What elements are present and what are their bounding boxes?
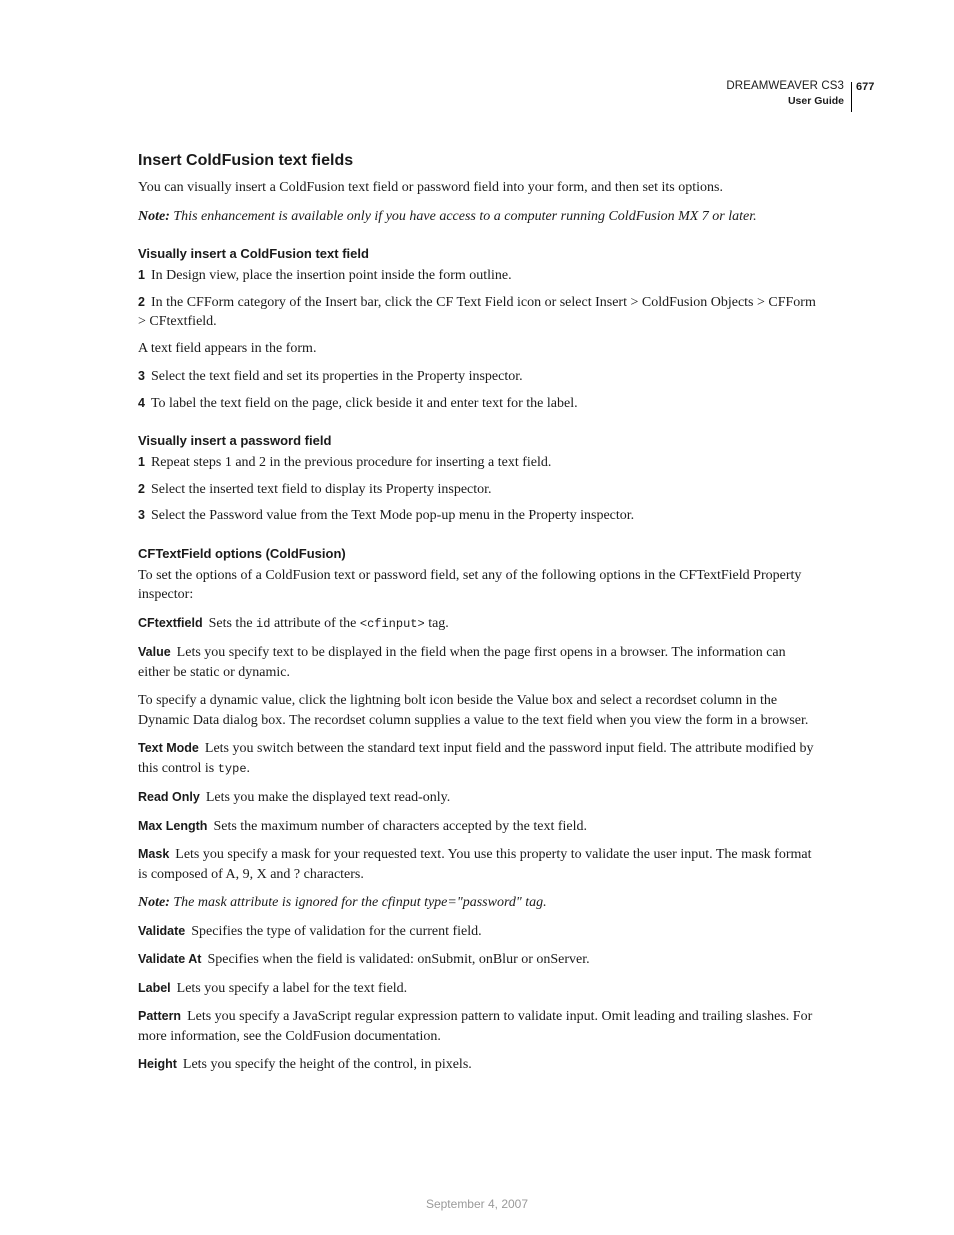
note-label: Note:: [138, 895, 170, 910]
step-number: 3: [138, 508, 145, 522]
option-term: Text Mode: [138, 741, 199, 755]
step-text: In the CFForm category of the Insert bar, click the CF Text Field icon or select Insert > ColdFusion Objects > CFForm > CFtextfield.: [138, 294, 816, 329]
option-text: Lets you make the displayed text read-only.: [205, 790, 451, 805]
heading-cftextfield-options: CFTextField options (ColdFusion): [138, 545, 346, 561]
option-term: Mask: [138, 847, 170, 861]
option-term: Label: [138, 980, 171, 995]
step-text: Select the inserted text field to display its Property inspector.: [150, 481, 492, 497]
step-item: [138, 480, 816, 500]
option-term: CFtextfield: [138, 615, 203, 630]
option-text: Lets you specify a label for the text field.: [176, 980, 408, 996]
note-text: The mask attribute is ignored for the cfinput type="password" tag.: [173, 895, 547, 910]
step-text: Select the text field and set its properties in the Property inspector.: [150, 369, 523, 384]
option-term: Pattern: [138, 1009, 182, 1023]
option-validate: [138, 922, 816, 942]
note-mask: [138, 893, 816, 913]
section-title: Insert ColdFusion text fields: [138, 152, 354, 169]
step-number: 1: [138, 455, 145, 469]
option-term: Height: [138, 1057, 177, 1071]
running-header: [726, 78, 875, 108]
step-number: 3: [138, 369, 145, 383]
option-term: Validate: [138, 923, 186, 938]
option-max-length: [138, 817, 816, 837]
option-text: Sets the: [208, 615, 257, 631]
option-value: [138, 643, 816, 682]
option-term: Value: [138, 645, 171, 659]
step-number: 4: [138, 395, 145, 410]
page-number: 677: [856, 81, 875, 93]
step-number: 2: [138, 294, 145, 309]
page-number-box: [851, 82, 886, 112]
option-pattern: [138, 1007, 816, 1046]
option-text: Specifies the type of validation for the current field.: [191, 923, 482, 939]
step-item: [138, 367, 816, 387]
option-text: tag.: [424, 615, 449, 631]
step-item: [138, 394, 816, 414]
option-text: Lets you specify a JavaScript regular expression pattern to validate input. Omit leading and trailing slashes. For more information, see the ColdFusion documentation.: [138, 1009, 813, 1044]
step-item: [138, 293, 816, 332]
step-text: Repeat steps 1 and 2 in the previous procedure for inserting a text field.: [150, 455, 552, 470]
dynamic-value-paragraph: To specify a dynamic value, click the lightning bolt icon beside the Value box and select a recordset column in the Dynamic Data dialog box. The recordset column supplies a value to the text field when you view the form in a browser.: [138, 693, 809, 728]
note-text: This enhancement is available only if you have access to a computer running ColdFusion MX 7 or later.: [173, 208, 757, 224]
option-term: Read Only: [138, 790, 200, 804]
footer-date: September 4, 2007: [425, 1197, 529, 1211]
product-name: DREAMWEAVER CS3: [726, 80, 844, 92]
guide-name: User Guide: [787, 95, 844, 107]
option-read-only: [138, 788, 816, 808]
option-mask: [138, 845, 816, 884]
heading-insert-password-field: Visually insert a password field: [138, 433, 332, 448]
step-text: Select the Password value from the Text Mode pop-up menu in the Property inspector.: [150, 508, 635, 523]
step-item: [138, 453, 816, 473]
page-content: [138, 150, 816, 1084]
option-validate-at: [138, 950, 816, 970]
options-intro: To set the options of a ColdFusion text or password field, set any of the following options in the CFTextField Property inspector:: [138, 567, 802, 602]
option-text: Lets you specify the height of the control, in pixels.: [182, 1057, 472, 1072]
code-type: type: [217, 761, 247, 776]
option-cftextfield: [138, 614, 816, 635]
option-term: Max Length: [138, 818, 208, 833]
option-text: Lets you specify text to be displayed in the field when the page first opens in a browser. The information can either be static or dynamic.: [138, 645, 786, 680]
option-text-mode: [138, 739, 816, 779]
code-id: id: [256, 616, 271, 631]
option-text: Sets the maximum number of characters accepted by the text field.: [213, 818, 588, 834]
note-label: Note:: [138, 208, 170, 224]
option-label: [138, 979, 816, 999]
option-text: Specifies when the field is validated: onSubmit, onBlur or onServer.: [207, 952, 590, 967]
step-text: To label the text field on the page, click beside it and enter text for the label.: [150, 395, 578, 411]
step-number: 1: [138, 268, 145, 282]
option-text: attribute of the: [270, 615, 360, 631]
step-item: [138, 266, 816, 286]
option-text: Lets you specify a mask for your requested text. You use this property to validate the user input. The mask format is composed of A, 9, X and ? characters.: [138, 847, 812, 882]
note-enhancement: [138, 207, 816, 227]
intro-paragraph: You can visually insert a ColdFusion text field or password field into your form, and then set its options.: [138, 180, 723, 195]
code-cfinput: <cfinput>: [359, 616, 425, 631]
step-number: 2: [138, 481, 145, 496]
option-text: .: [246, 760, 251, 776]
step-result: A text field appears in the form.: [138, 340, 317, 356]
step-item: [138, 506, 816, 526]
option-text: Lets you switch between the standard text input field and the password input field. The attribute modified by this control is: [138, 741, 814, 776]
heading-insert-text-field: Visually insert a ColdFusion text field: [138, 246, 369, 261]
step-text: In Design view, place the insertion point inside the form outline.: [150, 268, 512, 283]
option-height: [138, 1055, 816, 1075]
option-term: Validate At: [138, 952, 202, 966]
